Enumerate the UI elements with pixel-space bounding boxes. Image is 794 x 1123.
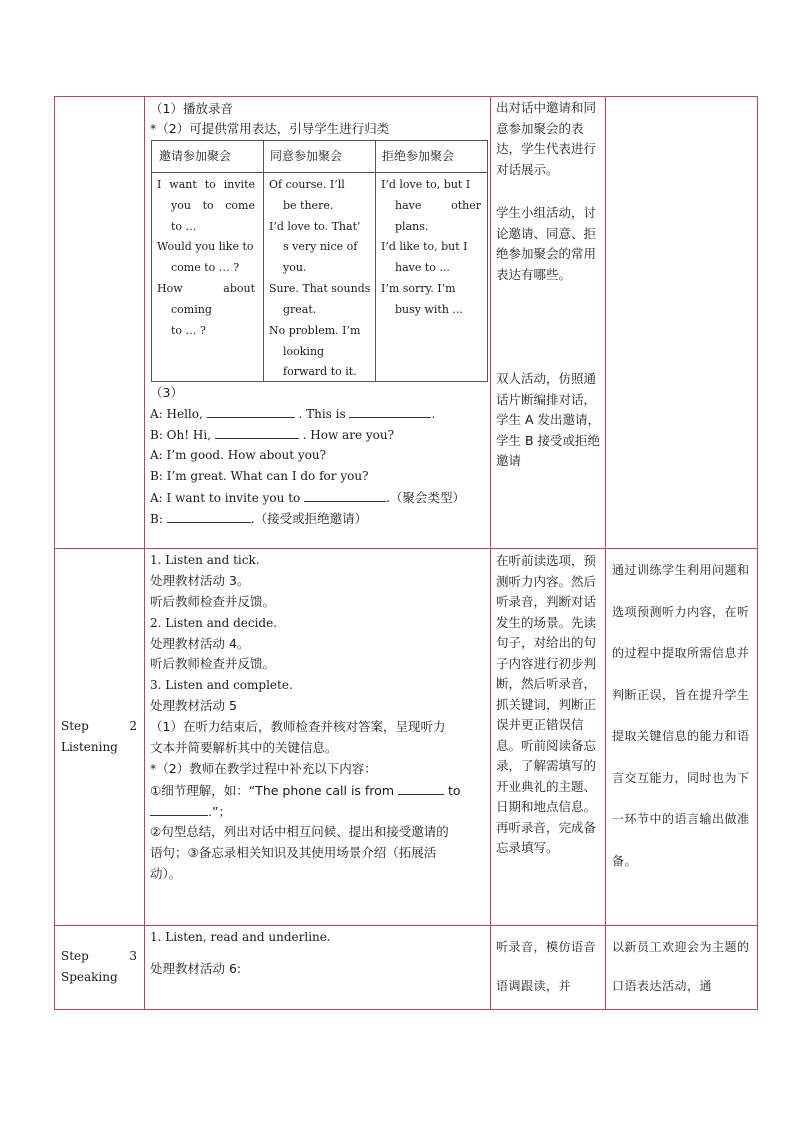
activity-line: *（2）可提供常用表达，引导学生进行归类 xyxy=(150,121,390,136)
table-cell-text: Would you like to xyxy=(157,240,254,253)
dialog-line: B: Oh! Hi, . How are you? xyxy=(150,428,395,442)
table-border-top xyxy=(54,96,758,97)
table-cell-text: you. xyxy=(283,261,307,274)
table-cell-text: I want to invite xyxy=(157,178,255,191)
dialog-line: A: Hello, . This is . xyxy=(150,407,436,421)
activity-line: 1. Listen, read and underline. xyxy=(150,930,331,944)
activity-line: ①细节理解，如：“The phone call is from to xyxy=(150,783,461,798)
student-activity-text: 在听前读选项，预测听力内容。然后听录音，判断对话发生的场景。先读句子，对给出的句子内容进行初步判断，然后听录音，抓关键词，判断正误并更正错误信息。听前阅读备忘录，了解需填写的开业典礼的主题、日期和地点信息。再听录音，完成备忘录填写。 xyxy=(496,553,597,855)
activity-line: 文本并简要解析其中的关键信息。 xyxy=(150,740,338,755)
step-label: Step 3 xyxy=(61,949,137,963)
activity-line: 处理教材活动 5 xyxy=(150,698,237,713)
table-col-divider xyxy=(605,96,606,1010)
student-activity-text: 听录音，模仿语音语调跟读，并 xyxy=(496,940,597,993)
activity-line: 处理教材活动 6: xyxy=(150,961,242,976)
activity-line: 处理教材活动 4。 xyxy=(150,636,250,651)
activity-line: .”； xyxy=(150,803,231,820)
dialog-line: A: I’m good. How about you? xyxy=(150,448,327,462)
table-cell-text: s very nice of xyxy=(283,240,358,253)
design-objective-text: 通过训练学生利用问题和选项预测听力内容，在听的过程中提取所需信息并判断正误，旨在提升学生提取关键信息的能力和语言交互能力，同时也为下一环节中的语言输出做准备。 xyxy=(612,563,750,868)
table-cell-text: Of course. I’ll xyxy=(269,178,345,191)
design-objective-text: 以新员工欢迎会为主题的口语表达活动，通 xyxy=(612,940,750,993)
table-cell-text: come to … ? xyxy=(171,261,240,274)
table-cell-text: coming xyxy=(171,303,212,316)
table-cell-text: plans. xyxy=(395,220,429,233)
activity-line: 语句；③备忘录相关知识及其使用场景介绍（拓展活 xyxy=(150,845,437,860)
table-cell-text: busy with ... xyxy=(395,303,463,316)
activity-line: （1）在听力结束后，教师检查并核对答案，呈现听力 xyxy=(150,719,446,734)
table-border-right xyxy=(757,96,758,1010)
student-activity-text: 出对话中邀请和同意参加聚会的表达，学生代表进行对话展示。 xyxy=(496,100,597,177)
table-cell-text: No problem. I’m xyxy=(269,324,361,337)
table-cell-text: I’d like to, but I xyxy=(381,240,468,253)
activity-line: 听后教师检查并反馈。 xyxy=(150,656,276,671)
table-cell-text: great. xyxy=(283,303,317,316)
table-cell-text: have other xyxy=(395,199,481,212)
student-activity-text: 双人活动，仿照通话片断编排对话，学生 A 发出邀请，学生 B 接受或拒绝 邀请 xyxy=(496,371,601,468)
activity-line: （3） xyxy=(150,385,183,400)
dialog-line: B: .（接受或拒绝邀请） xyxy=(150,511,368,526)
table-cell-text: to … ? xyxy=(171,324,206,337)
table-cell-text: How about xyxy=(157,282,255,295)
activity-line: 2. Listen and decide. xyxy=(150,616,278,630)
table-col-divider xyxy=(490,96,491,1010)
table-row-divider xyxy=(54,925,758,926)
step-name: Speaking xyxy=(61,970,118,984)
table-cell-text: have to ... xyxy=(395,261,450,274)
step-name: Listening xyxy=(61,740,118,754)
table-cell-text: forward to it. xyxy=(283,365,357,378)
table-cell-text: you to come xyxy=(171,199,255,212)
table-cell-text: be there. xyxy=(283,199,334,212)
activity-line: 听后教师检查并反馈。 xyxy=(150,594,276,609)
table-cell-text: to … xyxy=(171,220,197,233)
activity-line: 处理教材活动 3。 xyxy=(150,573,250,588)
step-label: Step 2 xyxy=(61,719,137,733)
table-header: 邀请参加聚会 xyxy=(159,149,232,163)
table-header: 同意参加聚会 xyxy=(270,149,343,163)
activity-line: ②句型总结，列出对话中相互问候、提出和接受邀请的 xyxy=(150,824,449,839)
student-activity-text: 学生小组活动，讨论邀请、同意、拒绝参加聚会的常用表达有哪些。 xyxy=(496,205,597,282)
table-col-divider xyxy=(144,96,145,1010)
dialog-line: A: I want to invite you to .（聚会类型） xyxy=(150,490,466,505)
dialog-line: B: I’m great. What can I do for you? xyxy=(150,469,369,483)
table-border-bottom xyxy=(54,1009,758,1010)
table-cell-text: Sure. That sounds xyxy=(269,282,371,295)
table-cell-text: looking xyxy=(283,345,325,358)
table-border-left xyxy=(54,96,55,1010)
activity-line: 1. Listen and tick. xyxy=(150,553,260,567)
activity-line: 3. Listen and complete. xyxy=(150,678,293,692)
table-cell-text: I’m sorry. I’m xyxy=(381,282,456,295)
table-cell-text: I’d love to. That’ xyxy=(269,220,361,233)
table-header: 拒绝参加聚会 xyxy=(382,149,455,163)
table-cell-text: I’d love to, but I xyxy=(381,178,471,191)
activity-line: （1）播放录音 xyxy=(150,101,233,116)
activity-line: *（2）教师在教学过程中补充以下内容： xyxy=(150,761,377,776)
activity-line: 动）。 xyxy=(150,866,182,881)
table-row-divider xyxy=(54,548,758,549)
